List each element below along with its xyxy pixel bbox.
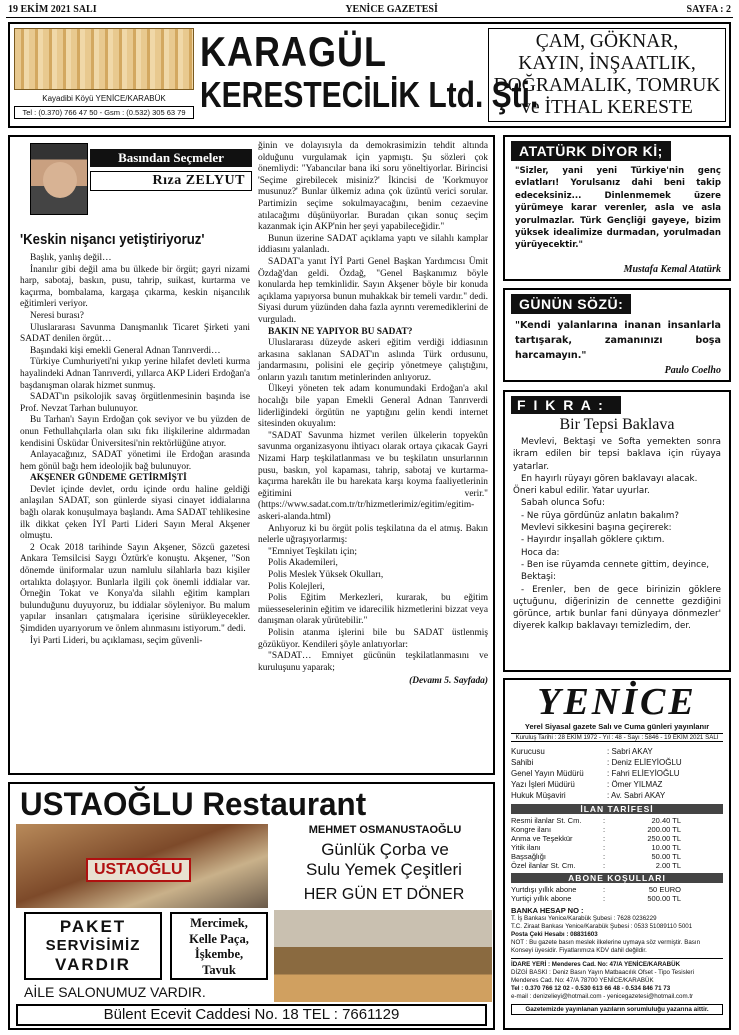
ad-top-name-2: KERESTECİLİK Ltd. Şti.	[200, 76, 539, 116]
ad-top-phone: Tel : (0.370) 766 47 50 - Gsm : (0.532) 305 63 79	[14, 106, 194, 119]
ilan-row: Başsağlığı : 50.00 TL	[511, 852, 681, 861]
offer-line-2: Sulu Yemek Çeşitleri	[306, 860, 462, 879]
staff-row: Kurucusu : Sabri AKAY	[511, 747, 653, 756]
gunun-quote: "Kendi yalanlarına inanan insanlarla tartışarak, zamanınızı boşa harcamayın."	[515, 320, 721, 361]
abone-head: ABONE KOŞULLARI	[511, 873, 723, 883]
restaurant-name: USTAOĞLU Restaurant	[20, 786, 367, 822]
paragraph: Ülkeyi yöneten tek adam konumundaki Erdoğan'a akıl hocalığı bile yapan Emekli General Adnan Tanrıverdi liderliğindeki örgütün ne yaptığını gelin kendi internet sitesinden okuyalım:	[258, 384, 488, 430]
page-header	[6, 2, 733, 18]
paragraph: Türkiye Cumhuriyeti'ni yıkıp yerine hilafet devleti kurma hayalindeki Adnan Tanrıverdi, yıllarca AKP Lideri Erdoğan'a başdanışman olarak hizmet sunmuş.	[20, 357, 250, 391]
paragraph: SADAT'ın psikolojik savaş örgütlenmesinin başında ise Prof. Nevzat Tarhan bulunuyor.	[20, 392, 250, 414]
paragraph: Polis Eğitim Merkezleri, kurarak, bu eğitim müesseselerinin eğitim ve idarecilik hizmetlerini bizzat veya danışman olarak yürütebilir."	[258, 593, 488, 627]
gunun-box	[503, 288, 731, 382]
product-line: KAYIN, İNŞAATLIK,	[518, 53, 696, 74]
staff-row: Genel Yayın Müdürü : Fahri ELİEYİOĞLU	[511, 769, 680, 778]
paragraph: "SADAT… Emniyet gücünün teşkilatlanmasını ve kuruluşunu yaparak;	[258, 651, 488, 673]
product-line: ÇAM, GÖKNAR,	[535, 31, 679, 52]
ilan-row: Kongre ilanı : 200.00 TL	[511, 825, 681, 834]
header-date: 19 EKİM 2021 SALI	[8, 4, 97, 15]
paket-box	[24, 912, 162, 980]
headline: 'Keskin nişancı yetiştiriyoruz'	[20, 231, 205, 248]
ilan-row: Resmi ilanlar St. Cm. : 20.40 TL	[511, 816, 681, 825]
left-column	[20, 253, 250, 647]
section-badge	[90, 149, 252, 167]
gunun-author: Paulo Coelho	[664, 365, 721, 376]
ilan-table	[511, 816, 723, 870]
bank-line: NOT : Bu gazete basın meslek ilkelerine uymaya söz vermiştir. Basın Konseyi üyesidir. Fiyatlarımıza KDV dahil değildir.	[511, 939, 701, 954]
masthead-footer: Gazetemizde yayınlanan yazıların sorumluluğu yazarına aittir.	[511, 1004, 723, 1015]
bank-line: Posta Çeki Hesabı : 08831603	[511, 931, 598, 938]
ilan-row: Anma ve Teşekkür : 250.00 TL	[511, 834, 681, 843]
paragraph: "SADAT Savunma hizmet verilen ülkelerin topyekûn savunma organizasyonu ihtiyacı olarak ortaya çıkacak Gayri Nizami Harp teşkilatlanması ve bu teşkilatın unsurlarının pusu, baskın, yol kapaması, tahrip, sabotaj ve kurtarma-kaçırma harekâtı ile bu harekata karşı koyma faaliyetlerinin eğitimini verir." (https://www.sadat.com.tr/tr/hizmetlerimiz/egitim/egitim-askeri-alanda.html)	[258, 430, 488, 522]
bank-info	[511, 915, 723, 955]
food-photo	[274, 910, 492, 1002]
paragraph: Başındaki kişi emekli General Adnan Tanrıverdi…	[30, 345, 221, 356]
fikra-head: F I K R A :	[511, 396, 621, 414]
paragraph: Uluslararası Savunma Danışmanlık Ticaret Şirketi yani SADAT denilen örgüt…	[20, 322, 250, 345]
masthead-founded: Kuruluş Tarihi : 28 EKİM 1972 - Yıl : 48 - Sayı : 5846 - 19 EKİM 2021 SALI	[511, 733, 723, 742]
paragraph: Neresi burası?	[30, 310, 84, 321]
author-name: Rıza ZELYUT	[90, 171, 252, 191]
product-line: ve İTHAL KERESTE	[521, 97, 693, 118]
column-article	[8, 135, 495, 775]
menu-box	[170, 912, 268, 980]
offer-line-1: Günlük Çorba ve	[321, 840, 449, 859]
address-line: DİZGİ BASKI : Deniz Basın Yayın Matbaacılık Ofset - Tipo Tesisleri Menderes Cad. No: 47/A 78700 YENİCE/KARABÜK	[511, 969, 694, 984]
masthead-tagline: Yerel Siyasal gazete Salı ve Cuma günleri yayınlanır	[524, 722, 710, 731]
paket-line: VARDIR	[55, 955, 131, 974]
paragraph: Polis Akademileri,	[268, 558, 338, 569]
paragraph: SADAT'a yanıt İYİ Parti Genel Başkan Yardımcısı Ümit Özdağ'dan geldi. Özdağ, "Genel Başkanımız böyle konularda hep temkinlidir. Sayın Akşener böyle bir konuda açıklama yapıyorsa bunun muhakkak bir temeli vardır." dedi. Siyasi durum yüzünden daha fazla ayrıntı veremediklerini de vurguladı.	[258, 256, 488, 325]
aile-text: AİLE SALONUMUZ VARDIR.	[24, 984, 206, 1000]
section-title: Basından Seçmeler	[118, 150, 224, 165]
fikra-line: - Erenler, ben de gece birinizin göklere uçtuğunu, diğerinizin de cennette gezdiğini görünce, artık bunlar fani dünyaya dönmezler' diyerek kalkıp baklavayı temizledim, der.	[513, 584, 721, 632]
continued-note: (Devamı 5. Sayfada)	[409, 676, 488, 687]
abone-table	[511, 885, 723, 903]
address-line: e-mail : denizelieyi@hotmail.com - yenicegazetesi@hotmail.com.tr	[511, 993, 694, 1000]
ad-top	[8, 22, 731, 128]
product-line: DOĞRAMALIK, TOMRUK	[493, 75, 721, 96]
restaurant-sign: USTAOĞLU	[86, 858, 191, 882]
paragraph: Bunun üzerine SADAT açıklama yaptı ve silahlı kamplar iddiasını yalanladı.	[258, 233, 488, 256]
paragraph: Anlayacağınız, SADAT yönetimi ile Erdoğan arasında hem gönül bağı hem ideolojik bağ bulunuyor.	[20, 450, 250, 472]
gunun-head: GÜNÜN SÖZÜ:	[511, 294, 631, 314]
menu-item: Kelle Paça,	[189, 931, 249, 946]
paragraph: Polis Meslek Yüksek Okulları,	[268, 569, 384, 580]
masthead-name: YENİCE	[537, 681, 697, 723]
ilan-head: İLAN TARİFESİ	[511, 804, 723, 814]
abone-row: Yurtiçi yıllık abone : 500.00 TL	[511, 894, 681, 903]
ilan-row: Yitik ilanı : 10.00 TL	[511, 843, 681, 852]
lumber-photo	[14, 28, 194, 90]
paragraph: Uluslararası düzeyde askeri eğitim verdiği iddiasının arkasına saklanan SADAT'ın aslında Türk ordusunu, jandarmasını, polisini ele geçirip yönetmeye çalıştığını, onların yazılı tanıtım metinlerinden anlıyoruz.	[258, 338, 488, 383]
paragraph: 2 Ocak 2018 tarihinde Sayın Akşener, Sözcü gazetesi Ankara Temsilcisi Saygı Öztürk'e konuştu. Akşener, "Son dönemde üniformalar uzun namlulu silahlarla bazı kişiler ortalıkta dolaşıyor. Bunlarla ilgili çok önemli iddialar var. Örneğin Tokat ve Konya'da silahlı eğitim kampları bulunduğunu duyuyoruz, bu iddialar söyleniyor. Bu malum yapılar insanları çatışmalara içerisine sürükleyecekler. Şimdiden uyarıyorum ve önlem alınmasını istiyorum." dedi.	[20, 542, 250, 634]
staff-row: Yazı İşleri Müdürü : Ömer YILMAZ	[511, 780, 663, 789]
paragraph: Polisin atanma işlerini bile bu SADAT üstlenmiş gözüküyor. Kendileri şöyle anlatıyorlar:	[258, 627, 488, 650]
masthead-box	[503, 678, 731, 1030]
ad-top-products	[488, 28, 726, 122]
paket-line: SERVİSİMİZ	[45, 937, 141, 954]
ad-top-address: Kayadibi Köyü YENİCE/KARABÜK	[42, 94, 166, 103]
fikra-line: Mevlevi, Bektaşi ve Softa yemekten sonra ikram edilen bir tepsi baklava için rüyaya yatarlar.	[513, 437, 721, 472]
ataturk-quote: "Sizler, yani yeni Türkiye'nin genç evlatları! Yorulsanız dahi beni takip edeceksiniz... Dinlenmemek üzere yürümeye karar verenler, asla ve asla yorulmazlar. Türk Gençliği gayeye, bizim yüksek idealimize durmadan, yorulmadan yürüyecektir."	[515, 166, 721, 251]
fikra-line: Bektaşi:	[521, 572, 556, 583]
ataturk-box	[503, 135, 731, 281]
fikra-body	[513, 436, 721, 633]
restaurant-address: Bülent Ecevit Caddesi No. 18 TEL : 7661129	[16, 1004, 487, 1026]
paragraph: "Emniyet Teşkilatı için;	[268, 546, 357, 557]
owner-name: MEHMET OSMANUSTAOĞLU	[308, 824, 462, 836]
author-photo	[30, 143, 88, 215]
header-page: SAYFA : 2	[686, 4, 731, 15]
menu-item: Tavuk	[202, 962, 236, 977]
bank-line: T.C. Ziraat Bankası Yenice/Karabük Şubesi : 0533 51089110 5001	[511, 923, 693, 930]
ad-top-name-1: KARAGÜL	[200, 28, 387, 76]
fikra-line: - Hayırdır inşallah göklere çıktım.	[521, 535, 665, 546]
menu-item: İşkembe,	[194, 947, 244, 961]
paragraph: Başlık, yanlış değil…	[30, 253, 112, 263]
paragraph: Polis Kolejleri,	[268, 581, 325, 592]
header-paper: YENİCE GAZETESİ	[345, 4, 438, 15]
ilan-row: Özel ilanlar St. Cm. : 2.00 TL	[511, 861, 681, 870]
subheading: AKŞENER GÜNDEME GETİRMİŞTİ	[30, 473, 187, 484]
fikra-title: Bir Tepsi Baklava	[559, 416, 675, 433]
paragraph: İyi Parti Lideri, bu açıklaması, seçim güvenli-	[30, 635, 203, 646]
fikra-line: Sabah olunca Sofu:	[521, 498, 605, 509]
ataturk-author: Mustafa Kemal Atatürk	[623, 264, 721, 275]
address-line: İDARE YERİ : Menderes Cad. No: 47/A YENİCE/KARABÜK	[511, 961, 681, 968]
fikra-line: Mevlevi sikkesini başına geçirerek:	[521, 523, 672, 534]
fikra-box	[503, 390, 731, 672]
staff-row: Sahibi : Deniz ELİEYİOĞLU	[511, 758, 682, 767]
paragraph: ğinin ve dolayısıyla da demokrasimizin tehdit altında olduğunu vurgulamak için yapmıştı. Şu sözleri çok önemliydi: "Yabancılar bana iki soru yöneltiyorlar. Birincisi 'Seçime girebilecek misiniz?' İkincisi de 'Korkmuyor musunuz?' Bunlar ülkemiz adına çok üzüntü verici sorular. Partimizin seçime sokulmayacağını, benim cezaevine atılacağımı düşünüyorlar. Buradan çıkan sonuç seçim kazanmak için AKP'nin her şeyi yapabileceğidir."	[258, 141, 488, 233]
bank-head: BANKA HESAP NO :	[511, 906, 584, 915]
fikra-line: - Ne rüya gördünüz anlatın bakalım?	[521, 510, 680, 521]
paragraph: Bu Tarhan'ı Sayın Erdoğan çok seviyor ve bu yüzden de onun Fethullahçılarla olan sıkı fıkı ilişkilerine aldırmadan kendisini Üsküdar Üniversitesi'nin rektörlüğüne atıyor.	[20, 415, 250, 449]
restaurant-photo	[16, 824, 268, 908]
offer-line-3: HER GÜN ET DÖNER	[303, 886, 465, 903]
staff-list	[511, 746, 723, 801]
address-block	[511, 958, 723, 1001]
paragraph: Devlet içinde devlet, ordu içinde ordu haline geldiği anlaşılan SADAT, son günlerde siyasi cinayet iddialarına bağlı olarak konuşulmaya başlandı. Ama SADAT tehlikesine ilk dikkat çeken İYİ Parti Lideri Sayın Meral Akşener olmuştu.	[20, 484, 250, 542]
fikra-line: En hayırlı rüyayı gören baklavayı alacak. Öneri kabul edilir. Yatar uyurlar.	[513, 473, 698, 497]
bank-line: T. İş Bankası Yenice/Karabük Şubesi : 7628 0236229	[511, 915, 657, 922]
menu-item: Mercimek,	[190, 916, 248, 930]
fikra-line: - Ben ise rüyamda cennete gittim, deyince,	[521, 559, 710, 570]
address-line: Tel : 0.370 766 12 02 - 0.530 613 66 48 - 0.534 846 71 73	[511, 985, 671, 992]
abone-row: Yurtdışı yıllık abone : 50 EURO	[511, 885, 681, 894]
paragraph: İnanılır gibi değil ama bu ülkede bir örgüt; gayri nizami harp, sabotaj, baskın, pusu, tahrip, suikast, kurtarma ve kaçırma, bombalama, kargaşa çıkarma, keskin nişancılık eğitimleri veriyor.	[20, 264, 250, 310]
paket-line: PAKET	[59, 917, 127, 936]
right-column	[258, 141, 488, 688]
ataturk-head: ATATÜRK DİYOR Kİ;	[511, 141, 671, 161]
ad-bottom	[8, 782, 495, 1030]
staff-row: Hukuk Müşaviri : Av. Sabri AKAY	[511, 791, 666, 800]
subheading: BAKIN NE YAPIYOR BU SADAT?	[268, 326, 413, 337]
paragraph: Anlıyoruz ki bu örgüt polis teşkilatına da el atmış. Bakın nelerle uğraşıyorlarmış:	[258, 523, 488, 546]
fikra-line: Hoca da:	[521, 547, 560, 558]
